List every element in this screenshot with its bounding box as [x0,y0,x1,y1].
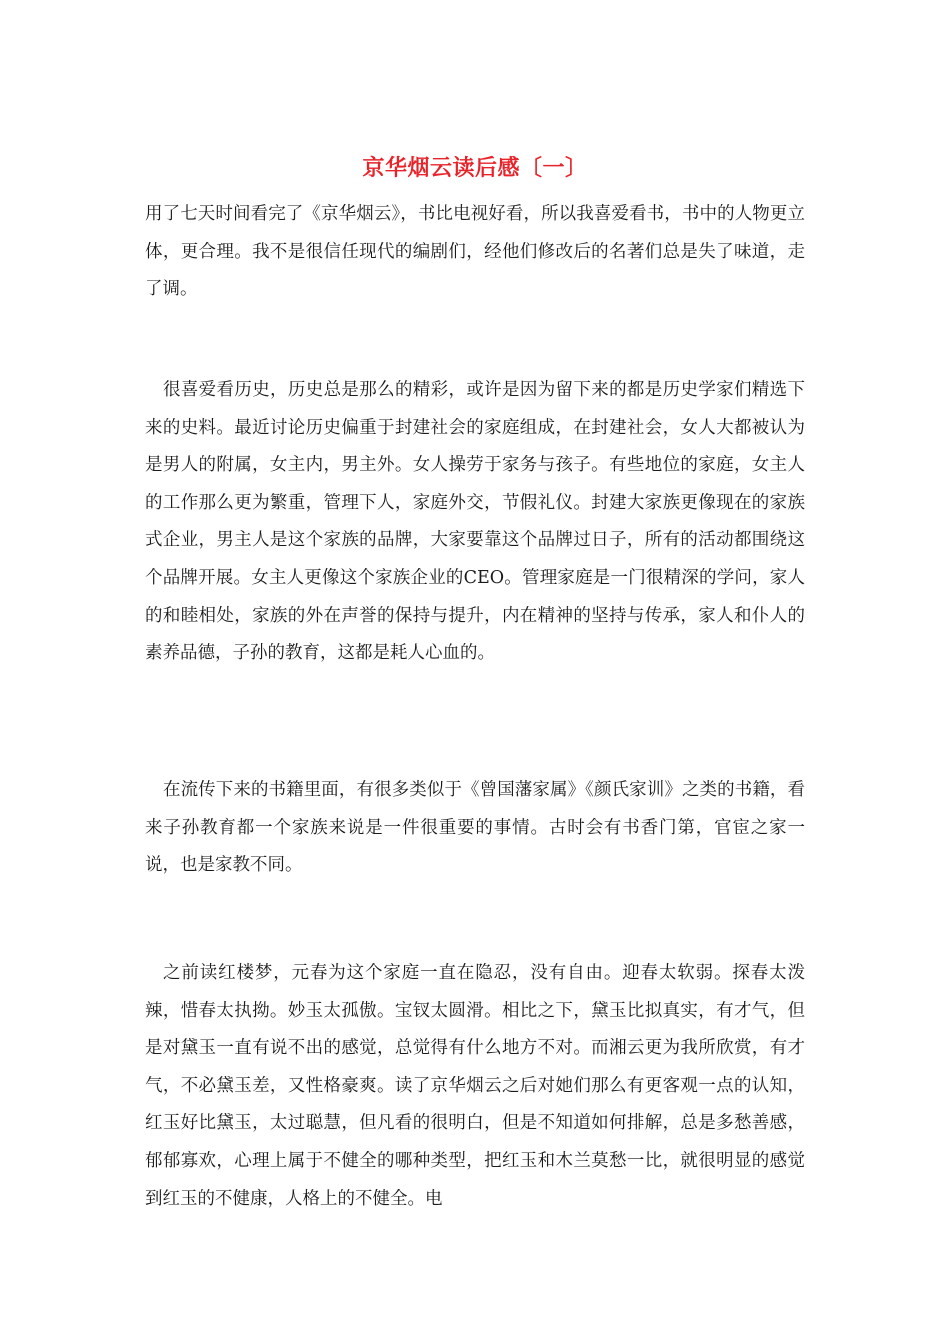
paragraph-4: 之前读红楼梦，元春为这个家庭一直在隐忍，没有自由。迎春太软弱。探春太泼辣，惜春太执拗。妙玉太孤傲。宝钗太圆滑。相比之下，黛玉比拟真实，有才气，但是对黛玉一直有说不出的感觉，总觉得有什么地方不对。而湘云更为我所欣赏，有才气，不必黛玉差，又性格豪爽。读了京华烟云之后对她们那么有更客观一点的认知，红玉好比黛玉，太过聪慧，但凡看的很明白，但是不知道如何排解，总是多愁善感，郁郁寡欢，心理上属于不健全的哪种类型，把红玉和木兰莫愁一比，就很明显的感觉到红玉的不健康，人格上的不健全。电 [145,963,805,1209]
paragraph-1: 用了七天时间看完了《京华烟云》，书比电视好看，所以我喜爱看书，书中的人物更立体，更合理。我不是很信任现代的编剧们，经他们修改后的名著们总是失了味道，走了调。 [145,204,805,300]
paragraph-3: 在流传下来的书籍里面，有很多类似于《曾国藩家属》《颜氏家训》之类的书籍，看来子孙教育都一个家族来说是一件很重要的事情。古时会有书香门第，官宦之家一说，也是家教不同。 [145,780,805,876]
document-title: 京华烟云读后感〔一〕 [362,155,588,181]
paragraph-2: 很喜爱看历史，历史总是那么的精彩，或许是因为留下来的都是历史学家们精选下来的史料。最近讨论历史偏重于封建社会的家庭组成，在封建社会，女人大都被认为是男人的附属，女主内，男主外。女人操劳于家务与孩子。有些地位的家庭，女主人的工作那么更为繁重，管理下人，家庭外交，节假礼仪。封建大家族更像现在的家族式企业，男主人是这个家族的品牌，大家要靠这个品牌过日子，所有的活动都围绕这个品牌开展。女主人更像这个家族企业的CEO。管理家庭是一门很精深的学问，家人的和睦相处，家族的外在声誉的保持与提升，内在精神的坚持与传承，家人和仆人的素养品德，子孙的教育，这都是耗人心血的。 [145,380,805,664]
